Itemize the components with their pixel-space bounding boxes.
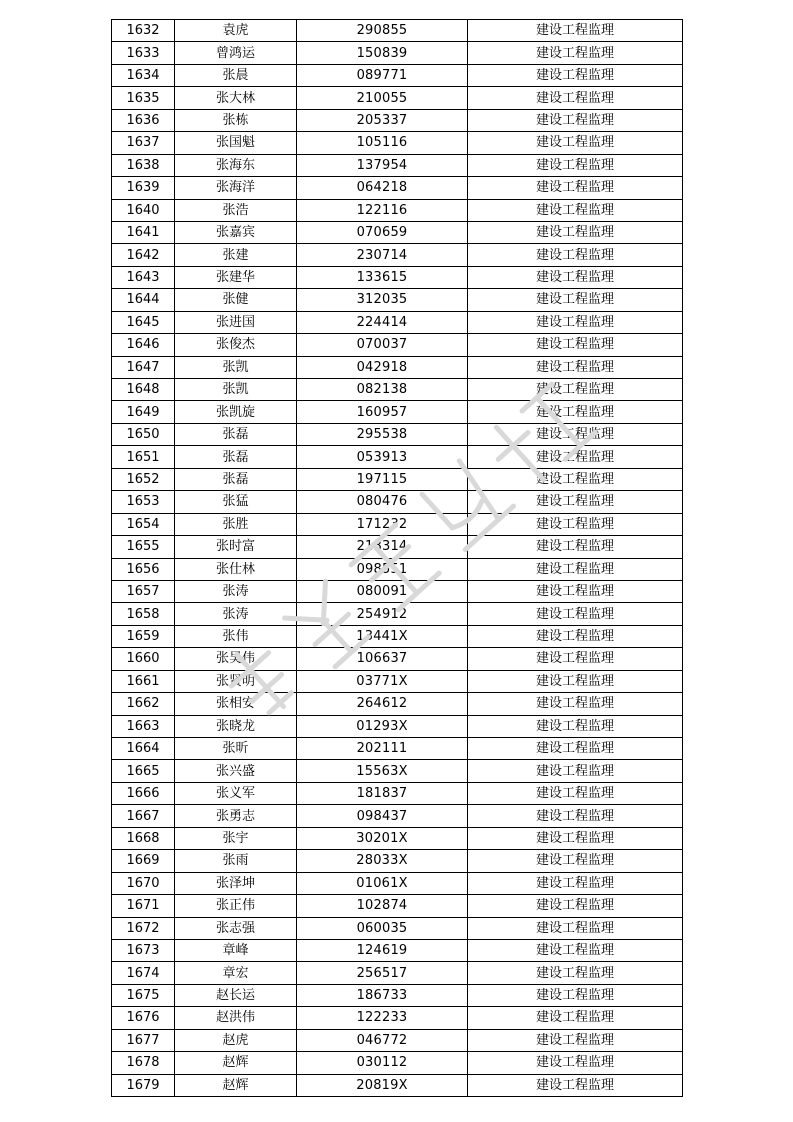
cell-serial-number: 1647 (112, 356, 175, 378)
cell-id-number: 102874 (297, 895, 468, 917)
table-row (112, 895, 683, 917)
cell-major: 建设工程监理 (468, 221, 683, 243)
table-row (112, 558, 683, 580)
cell-major: 建设工程监理 (468, 536, 683, 558)
cell-serial-number: 1648 (112, 379, 175, 401)
roster-table-body (112, 20, 683, 1097)
cell-major: 建设工程监理 (468, 199, 683, 221)
cell-name: 张伟 (175, 625, 297, 647)
cell-serial-number: 1666 (112, 782, 175, 804)
cell-major: 建设工程监理 (468, 939, 683, 961)
table-row (112, 64, 683, 86)
cell-id-number: 030112 (297, 1052, 468, 1074)
cell-major: 建设工程监理 (468, 1029, 683, 1051)
cell-id-number: 133615 (297, 266, 468, 288)
cell-id-number: 197115 (297, 468, 468, 490)
cell-major: 建设工程监理 (468, 154, 683, 176)
cell-serial-number: 1642 (112, 244, 175, 266)
cell-id-number: 053913 (297, 446, 468, 468)
cell-name: 张凯旋 (175, 401, 297, 423)
cell-serial-number: 1638 (112, 154, 175, 176)
cell-major: 建设工程监理 (468, 289, 683, 311)
table-row (112, 580, 683, 602)
cell-id-number: 122116 (297, 199, 468, 221)
cell-serial-number: 1660 (112, 648, 175, 670)
table-row (112, 738, 683, 760)
cell-serial-number: 1678 (112, 1052, 175, 1074)
cell-major: 建设工程监理 (468, 42, 683, 64)
cell-name: 张海东 (175, 154, 297, 176)
cell-id-number: 089771 (297, 64, 468, 86)
cell-name: 张建华 (175, 266, 297, 288)
cell-serial-number: 1652 (112, 468, 175, 490)
cell-id-number: 20819X (297, 1074, 468, 1096)
cell-id-number: 122233 (297, 1007, 468, 1029)
cell-id-number: 28033X (297, 850, 468, 872)
cell-name: 赵辉 (175, 1074, 297, 1096)
cell-major: 建设工程监理 (468, 693, 683, 715)
cell-id-number: 256517 (297, 962, 468, 984)
cell-major: 建设工程监理 (468, 266, 683, 288)
cell-major: 建设工程监理 (468, 334, 683, 356)
cell-major: 建设工程监理 (468, 603, 683, 625)
cell-serial-number: 1674 (112, 962, 175, 984)
table-row (112, 289, 683, 311)
cell-major: 建设工程监理 (468, 311, 683, 333)
cell-id-number: 30201X (297, 827, 468, 849)
cell-major: 建设工程监理 (468, 738, 683, 760)
cell-major: 建设工程监理 (468, 580, 683, 602)
cell-id-number: 080091 (297, 580, 468, 602)
cell-id-number: 098551 (297, 558, 468, 580)
cell-major: 建设工程监理 (468, 670, 683, 692)
cell-id-number: 046772 (297, 1029, 468, 1051)
cell-name: 张栋 (175, 109, 297, 131)
cell-major: 建设工程监理 (468, 1052, 683, 1074)
cell-name: 张泽坤 (175, 872, 297, 894)
cell-id-number: 13441X (297, 625, 468, 647)
table-row (112, 939, 683, 961)
table-row (112, 827, 683, 849)
cell-serial-number: 1659 (112, 625, 175, 647)
table-row (112, 446, 683, 468)
cell-id-number: 160957 (297, 401, 468, 423)
cell-major: 建设工程监理 (468, 782, 683, 804)
cell-serial-number: 1673 (112, 939, 175, 961)
cell-id-number: 137954 (297, 154, 468, 176)
cell-name: 张海洋 (175, 177, 297, 199)
cell-serial-number: 1679 (112, 1074, 175, 1096)
cell-id-number: 224414 (297, 311, 468, 333)
cell-name: 张进国 (175, 311, 297, 333)
cell-name: 张勇志 (175, 805, 297, 827)
cell-name: 张昕 (175, 738, 297, 760)
cell-id-number: 105116 (297, 132, 468, 154)
table-row (112, 468, 683, 490)
cell-id-number: 290855 (297, 20, 468, 42)
table-row (112, 311, 683, 333)
cell-name: 张磊 (175, 423, 297, 445)
cell-serial-number: 1633 (112, 42, 175, 64)
cell-major: 建设工程监理 (468, 1074, 683, 1096)
cell-serial-number: 1632 (112, 20, 175, 42)
cell-name: 张义军 (175, 782, 297, 804)
cell-major: 建设工程监理 (468, 244, 683, 266)
table-row (112, 872, 683, 894)
cell-serial-number: 1639 (112, 177, 175, 199)
cell-id-number: 202111 (297, 738, 468, 760)
cell-name: 张凯 (175, 356, 297, 378)
cell-name: 赵长运 (175, 984, 297, 1006)
table-row (112, 221, 683, 243)
cell-major: 建设工程监理 (468, 827, 683, 849)
cell-major: 建设工程监理 (468, 423, 683, 445)
cell-major: 建设工程监理 (468, 513, 683, 535)
cell-id-number: 060035 (297, 917, 468, 939)
cell-name: 张正伟 (175, 895, 297, 917)
cell-name: 张涛 (175, 603, 297, 625)
cell-serial-number: 1651 (112, 446, 175, 468)
cell-major: 建设工程监理 (468, 87, 683, 109)
table-row (112, 1007, 683, 1029)
cell-name: 张胜 (175, 513, 297, 535)
table-row (112, 625, 683, 647)
cell-serial-number: 1635 (112, 87, 175, 109)
table-row (112, 782, 683, 804)
cell-id-number: 205337 (297, 109, 468, 131)
cell-name: 张国魁 (175, 132, 297, 154)
table-row (112, 805, 683, 827)
cell-major: 建设工程监理 (468, 109, 683, 131)
table-row (112, 670, 683, 692)
cell-name: 张兴盛 (175, 760, 297, 782)
cell-major: 建设工程监理 (468, 401, 683, 423)
cell-serial-number: 1665 (112, 760, 175, 782)
table-row (112, 87, 683, 109)
table-row (112, 356, 683, 378)
cell-id-number: 15563X (297, 760, 468, 782)
table-row (112, 154, 683, 176)
cell-id-number: 124619 (297, 939, 468, 961)
table-row (112, 715, 683, 737)
cell-name: 章宏 (175, 962, 297, 984)
cell-serial-number: 1664 (112, 738, 175, 760)
table-row (112, 917, 683, 939)
table-row (112, 1052, 683, 1074)
cell-id-number: 01061X (297, 872, 468, 894)
table-row (112, 693, 683, 715)
cell-name: 赵辉 (175, 1052, 297, 1074)
cell-name: 张晓龙 (175, 715, 297, 737)
cell-id-number: 186733 (297, 984, 468, 1006)
table-row (112, 423, 683, 445)
cell-serial-number: 1654 (112, 513, 175, 535)
cell-id-number: 264612 (297, 693, 468, 715)
cell-major: 建设工程监理 (468, 895, 683, 917)
table-row (112, 379, 683, 401)
cell-serial-number: 1644 (112, 289, 175, 311)
table-row (112, 984, 683, 1006)
cell-serial-number: 1670 (112, 872, 175, 894)
cell-name: 张俊杰 (175, 334, 297, 356)
cell-serial-number: 1676 (112, 1007, 175, 1029)
cell-serial-number: 1655 (112, 536, 175, 558)
cell-serial-number: 1667 (112, 805, 175, 827)
cell-id-number: 064218 (297, 177, 468, 199)
table-row (112, 962, 683, 984)
cell-id-number: 082138 (297, 379, 468, 401)
cell-serial-number: 1658 (112, 603, 175, 625)
table-row (112, 536, 683, 558)
cell-name: 张嘉宾 (175, 221, 297, 243)
cell-name: 张建 (175, 244, 297, 266)
cell-name: 张磊 (175, 446, 297, 468)
cell-serial-number: 1636 (112, 109, 175, 131)
cell-major: 建设工程监理 (468, 379, 683, 401)
cell-name: 赵虎 (175, 1029, 297, 1051)
cell-name: 赵洪伟 (175, 1007, 297, 1029)
cell-serial-number: 1649 (112, 401, 175, 423)
cell-id-number: 042918 (297, 356, 468, 378)
cell-major: 建设工程监理 (468, 132, 683, 154)
table-row (112, 603, 683, 625)
cell-serial-number: 1650 (112, 423, 175, 445)
cell-id-number: 080476 (297, 491, 468, 513)
cell-id-number: 03771X (297, 670, 468, 692)
table-row (112, 244, 683, 266)
cell-major: 建设工程监理 (468, 760, 683, 782)
cell-major: 建设工程监理 (468, 20, 683, 42)
cell-serial-number: 1668 (112, 827, 175, 849)
cell-serial-number: 1637 (112, 132, 175, 154)
cell-major: 建设工程监理 (468, 917, 683, 939)
table-row (112, 648, 683, 670)
cell-name: 张宇 (175, 827, 297, 849)
cell-name: 张时富 (175, 536, 297, 558)
cell-major: 建设工程监理 (468, 356, 683, 378)
cell-major: 建设工程监理 (468, 648, 683, 670)
cell-serial-number: 1653 (112, 491, 175, 513)
cell-name: 张相安 (175, 693, 297, 715)
table-row (112, 850, 683, 872)
table-row (112, 1074, 683, 1096)
cell-name: 张涛 (175, 580, 297, 602)
cell-id-number: 171232 (297, 513, 468, 535)
cell-name: 张浩 (175, 199, 297, 221)
cell-id-number: 218314 (297, 536, 468, 558)
cell-major: 建设工程监理 (468, 177, 683, 199)
cell-serial-number: 1645 (112, 311, 175, 333)
cell-serial-number: 1656 (112, 558, 175, 580)
table-row (112, 491, 683, 513)
table-row (112, 1029, 683, 1051)
cell-major: 建设工程监理 (468, 64, 683, 86)
cell-name: 张凯 (175, 379, 297, 401)
table-row (112, 132, 683, 154)
cell-major: 建设工程监理 (468, 446, 683, 468)
table-row (112, 760, 683, 782)
cell-id-number: 070659 (297, 221, 468, 243)
cell-serial-number: 1675 (112, 984, 175, 1006)
table-row (112, 177, 683, 199)
cell-name: 张大林 (175, 87, 297, 109)
cell-major: 建设工程监理 (468, 805, 683, 827)
cell-name: 张猛 (175, 491, 297, 513)
cell-id-number: 01293X (297, 715, 468, 737)
cell-id-number: 070037 (297, 334, 468, 356)
cell-id-number: 150839 (297, 42, 468, 64)
cell-name: 章峰 (175, 939, 297, 961)
table-row (112, 401, 683, 423)
table-row (112, 266, 683, 288)
cell-serial-number: 1641 (112, 221, 175, 243)
cell-name: 张贤明 (175, 670, 297, 692)
cell-id-number: 106637 (297, 648, 468, 670)
cell-major: 建设工程监理 (468, 962, 683, 984)
cell-id-number: 312035 (297, 289, 468, 311)
cell-id-number: 230714 (297, 244, 468, 266)
cell-serial-number: 1634 (112, 64, 175, 86)
cell-id-number: 210055 (297, 87, 468, 109)
table-row (112, 199, 683, 221)
cell-serial-number: 1671 (112, 895, 175, 917)
cell-major: 建设工程监理 (468, 850, 683, 872)
cell-name: 张磊 (175, 468, 297, 490)
table-row (112, 109, 683, 131)
table-row (112, 42, 683, 64)
cell-name: 袁虎 (175, 20, 297, 42)
cell-name: 张晨 (175, 64, 297, 86)
cell-serial-number: 1669 (112, 850, 175, 872)
cell-name: 曾鸿运 (175, 42, 297, 64)
cell-serial-number: 1640 (112, 199, 175, 221)
cell-serial-number: 1672 (112, 917, 175, 939)
cell-major: 建设工程监理 (468, 1007, 683, 1029)
cell-serial-number: 1646 (112, 334, 175, 356)
cell-id-number: 254912 (297, 603, 468, 625)
cell-major: 建设工程监理 (468, 491, 683, 513)
cell-serial-number: 1677 (112, 1029, 175, 1051)
cell-serial-number: 1661 (112, 670, 175, 692)
cell-serial-number: 1657 (112, 580, 175, 602)
cell-id-number: 181837 (297, 782, 468, 804)
cell-name: 张雨 (175, 850, 297, 872)
cell-name: 张志强 (175, 917, 297, 939)
cell-name: 张健 (175, 289, 297, 311)
cell-major: 建设工程监理 (468, 468, 683, 490)
cell-major: 建设工程监理 (468, 984, 683, 1006)
cell-major: 建设工程监理 (468, 558, 683, 580)
table-row (112, 513, 683, 535)
cell-major: 建设工程监理 (468, 625, 683, 647)
table-row (112, 20, 683, 42)
cell-major: 建设工程监理 (468, 872, 683, 894)
cell-name: 张仕林 (175, 558, 297, 580)
cell-id-number: 098437 (297, 805, 468, 827)
table-row (112, 334, 683, 356)
cell-id-number: 295538 (297, 423, 468, 445)
cell-serial-number: 1662 (112, 693, 175, 715)
roster-table (111, 19, 683, 1097)
cell-serial-number: 1663 (112, 715, 175, 737)
cell-serial-number: 1643 (112, 266, 175, 288)
cell-name: 张吴伟 (175, 648, 297, 670)
cell-major: 建设工程监理 (468, 715, 683, 737)
